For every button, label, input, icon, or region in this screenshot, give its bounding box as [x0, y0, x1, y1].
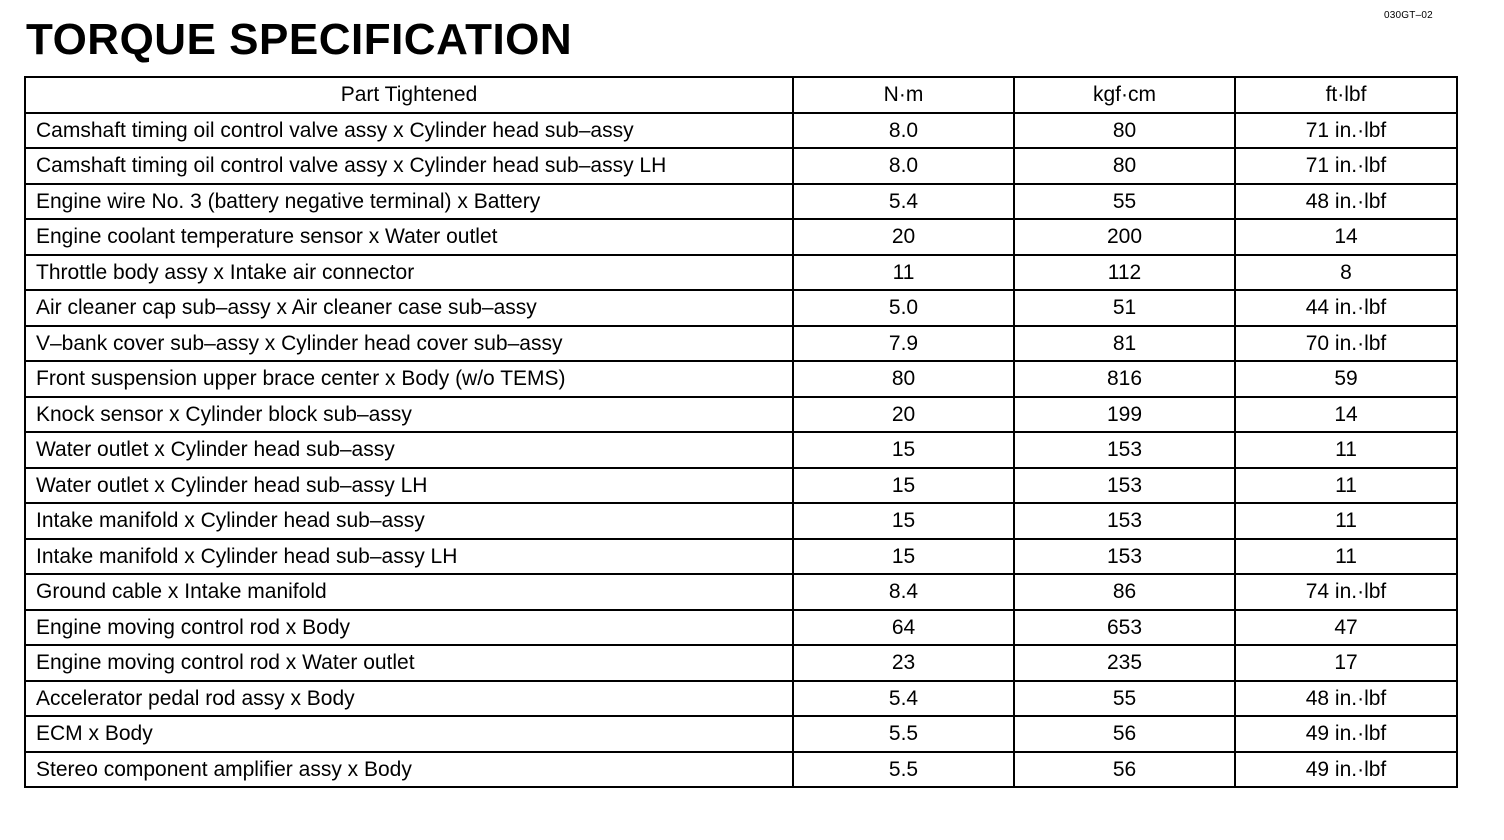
cell-ftlbf: 70 in.·lbf [1235, 326, 1457, 362]
cell-ftlbf: 49 in.·lbf [1235, 716, 1457, 752]
cell-nm: 15 [793, 432, 1014, 468]
cell-kgfcm: 55 [1014, 681, 1235, 717]
cell-nm: 5.5 [793, 716, 1014, 752]
torque-table [24, 76, 1458, 788]
cell-ftlbf: 49 in.·lbf [1235, 752, 1457, 788]
cell-kgfcm: 55 [1014, 184, 1235, 220]
cell-nm: 5.4 [793, 681, 1014, 717]
cell-kgfcm: 153 [1014, 432, 1235, 468]
table-row [25, 539, 1457, 575]
cell-kgfcm: 153 [1014, 539, 1235, 575]
cell-nm: 20 [793, 397, 1014, 433]
cell-nm: 20 [793, 219, 1014, 255]
cell-nm: 15 [793, 468, 1014, 504]
cell-nm: 7.9 [793, 326, 1014, 362]
column-header-nm: N·m [793, 77, 1014, 113]
table-row [25, 468, 1457, 504]
cell-part: Engine moving control rod x Water outlet [25, 645, 793, 681]
cell-kgfcm: 81 [1014, 326, 1235, 362]
cell-part: Water outlet x Cylinder head sub–assy [25, 432, 793, 468]
table-body [25, 113, 1457, 788]
cell-kgfcm: 112 [1014, 255, 1235, 291]
cell-kgfcm: 56 [1014, 752, 1235, 788]
cell-part: Engine coolant temperature sensor x Water outlet [25, 219, 793, 255]
cell-part: Water outlet x Cylinder head sub–assy LH [25, 468, 793, 504]
cell-nm: 8.0 [793, 148, 1014, 184]
cell-kgfcm: 51 [1014, 290, 1235, 326]
table-header-row [25, 77, 1457, 113]
cell-part: Knock sensor x Cylinder block sub–assy [25, 397, 793, 433]
cell-part: ECM x Body [25, 716, 793, 752]
table-row [25, 219, 1457, 255]
table-row [25, 503, 1457, 539]
cell-nm: 8.4 [793, 574, 1014, 610]
table-row [25, 681, 1457, 717]
table-row [25, 432, 1457, 468]
column-header-kgfcm: kgf·cm [1014, 77, 1235, 113]
cell-kgfcm: 56 [1014, 716, 1235, 752]
page-title: TORQUE SPECIFICATION [26, 15, 573, 64]
cell-nm: 15 [793, 539, 1014, 575]
cell-ftlbf: 11 [1235, 468, 1457, 504]
cell-part: Ground cable x Intake manifold [25, 574, 793, 610]
cell-nm: 15 [793, 503, 1014, 539]
table-row [25, 113, 1457, 149]
table-row [25, 326, 1457, 362]
table-row [25, 752, 1457, 788]
cell-part: Stereo component amplifier assy x Body [25, 752, 793, 788]
cell-ftlbf: 11 [1235, 432, 1457, 468]
cell-nm: 5.0 [793, 290, 1014, 326]
cell-kgfcm: 200 [1014, 219, 1235, 255]
cell-nm: 23 [793, 645, 1014, 681]
cell-ftlbf: 47 [1235, 610, 1457, 646]
cell-nm: 11 [793, 255, 1014, 291]
table-row [25, 716, 1457, 752]
cell-ftlbf: 48 in.·lbf [1235, 184, 1457, 220]
table-row [25, 610, 1457, 646]
cell-kgfcm: 80 [1014, 148, 1235, 184]
cell-ftlbf: 14 [1235, 219, 1457, 255]
cell-part: Intake manifold x Cylinder head sub–assy [25, 503, 793, 539]
cell-ftlbf: 74 in.·lbf [1235, 574, 1457, 610]
document-code: 030GT–02 [1384, 10, 1433, 21]
cell-kgfcm: 653 [1014, 610, 1235, 646]
cell-part: Throttle body assy x Intake air connector [25, 255, 793, 291]
cell-part: Accelerator pedal rod assy x Body [25, 681, 793, 717]
table-row [25, 255, 1457, 291]
cell-part: Engine wire No. 3 (battery negative terminal) x Battery [25, 184, 793, 220]
cell-kgfcm: 153 [1014, 503, 1235, 539]
table-row [25, 645, 1457, 681]
table-row [25, 148, 1457, 184]
cell-ftlbf: 48 in.·lbf [1235, 681, 1457, 717]
cell-ftlbf: 11 [1235, 503, 1457, 539]
cell-part: Air cleaner cap sub–assy x Air cleaner case sub–assy [25, 290, 793, 326]
cell-part: V–bank cover sub–assy x Cylinder head cover sub–assy [25, 326, 793, 362]
table-row [25, 574, 1457, 610]
cell-nm: 8.0 [793, 113, 1014, 149]
cell-part: Intake manifold x Cylinder head sub–assy LH [25, 539, 793, 575]
table-row [25, 290, 1457, 326]
cell-kgfcm: 86 [1014, 574, 1235, 610]
cell-ftlbf: 44 in.·lbf [1235, 290, 1457, 326]
cell-ftlbf: 8 [1235, 255, 1457, 291]
cell-kgfcm: 153 [1014, 468, 1235, 504]
cell-ftlbf: 14 [1235, 397, 1457, 433]
cell-kgfcm: 80 [1014, 113, 1235, 149]
column-header-ftlbf: ft·lbf [1235, 77, 1457, 113]
cell-nm: 80 [793, 361, 1014, 397]
cell-ftlbf: 71 in.·lbf [1235, 148, 1457, 184]
cell-ftlbf: 71 in.·lbf [1235, 113, 1457, 149]
cell-part: Camshaft timing oil control valve assy x Cylinder head sub–assy [25, 113, 793, 149]
cell-nm: 5.5 [793, 752, 1014, 788]
cell-part: Engine moving control rod x Body [25, 610, 793, 646]
cell-ftlbf: 59 [1235, 361, 1457, 397]
cell-part: Camshaft timing oil control valve assy x Cylinder head sub–assy LH [25, 148, 793, 184]
table-row [25, 397, 1457, 433]
cell-nm: 5.4 [793, 184, 1014, 220]
column-header-part: Part Tightened [25, 77, 793, 113]
table-row [25, 184, 1457, 220]
cell-kgfcm: 199 [1014, 397, 1235, 433]
cell-kgfcm: 235 [1014, 645, 1235, 681]
cell-part: Front suspension upper brace center x Body (w/o TEMS) [25, 361, 793, 397]
cell-ftlbf: 17 [1235, 645, 1457, 681]
cell-kgfcm: 816 [1014, 361, 1235, 397]
table-row [25, 361, 1457, 397]
cell-nm: 64 [793, 610, 1014, 646]
cell-ftlbf: 11 [1235, 539, 1457, 575]
